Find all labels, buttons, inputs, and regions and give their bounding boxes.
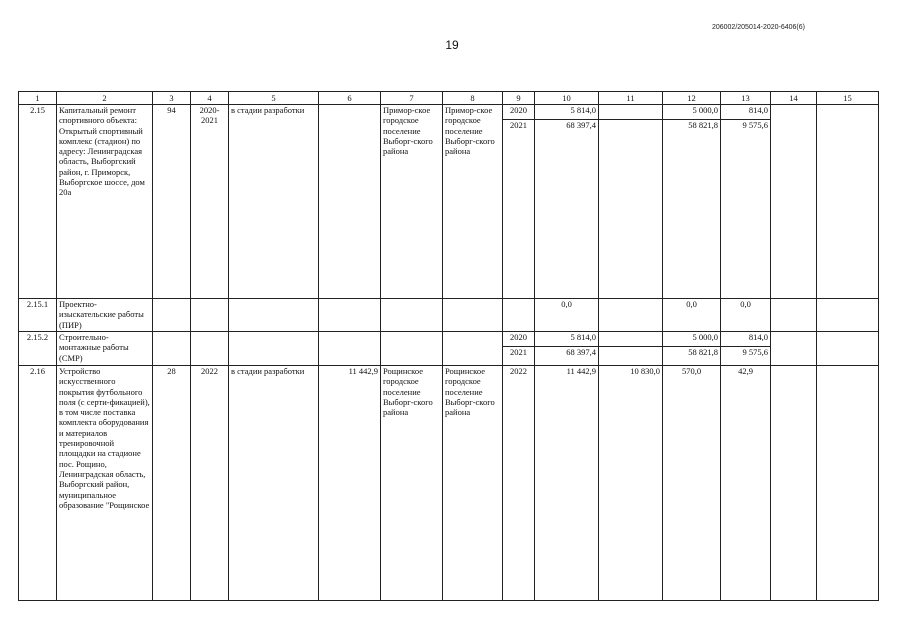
year-cell [503, 105, 535, 299]
federal-cell [599, 105, 663, 299]
year-value: 2021 [503, 119, 534, 132]
amount-value: 58 821,8 [663, 119, 720, 132]
amount-value: 5 000,0 [692, 332, 718, 342]
row-number: 2.15.2 [19, 332, 57, 366]
status-cell: в стадии разработки [229, 105, 319, 299]
empty-cell [817, 105, 879, 299]
customer-cell: Рощинское городское поселение Выборг-ского района [443, 366, 503, 601]
table-row [19, 299, 879, 332]
total-cell: 0,0 [535, 299, 599, 332]
regional-cell: 570,0 [663, 366, 721, 601]
header-cell: 15 [817, 92, 879, 105]
total-cell [535, 332, 599, 366]
empty-cell [153, 332, 191, 366]
header-cell: 10 [535, 92, 599, 105]
local-cell: 42,9 [721, 366, 771, 601]
amount-value: 9 575,6 [721, 346, 770, 359]
header-cell: 6 [319, 92, 381, 105]
regional-cell [663, 332, 721, 366]
header-cell: 12 [663, 92, 721, 105]
empty-cell [443, 299, 503, 332]
header-cell: 2 [57, 92, 153, 105]
local-cell [721, 332, 771, 366]
municipality-cell: Рощинское городское поселение Выборг-ского района [381, 366, 443, 601]
total-cell: 11 442,9 [535, 366, 599, 601]
document-id: 206002/205014-2020-6406(6) [711, 24, 805, 31]
empty-cell [191, 332, 229, 366]
year-value: 2020 [510, 105, 527, 115]
federal-cell: 10 830,0 [599, 366, 663, 601]
amount-value: 68 397,4 [535, 119, 598, 132]
empty-cell [771, 332, 817, 366]
table-row [19, 332, 879, 366]
cell-col3: 28 [153, 366, 191, 601]
header-cell: 3 [153, 92, 191, 105]
header-cell: 5 [229, 92, 319, 105]
header-cell: 7 [381, 92, 443, 105]
empty-cell [771, 299, 817, 332]
empty-cell [817, 366, 879, 601]
header-cell: 11 [599, 92, 663, 105]
status-cell: в стадии разработки [229, 366, 319, 601]
empty-cell [381, 332, 443, 366]
object-name: Капитальный ремонт спортивного объекта: Открытый спортивный комплекс (стадион) по адресу: Ленинградская область, Выборгский район, г. Приморск, Выборгское шоссе, дом 20а [57, 105, 153, 299]
amount-value: 814,0 [748, 332, 768, 342]
table-row [19, 105, 879, 299]
empty-cell [817, 299, 879, 332]
empty-cell [599, 299, 663, 332]
empty-cell [319, 332, 381, 366]
cost-cell [319, 105, 381, 299]
page-number: 19 [445, 38, 459, 52]
local-cell [721, 105, 771, 299]
period-cell: 2022 [191, 366, 229, 601]
municipality-cell: Примор-ское городское поселение Выборг-ского района [381, 105, 443, 299]
amount-value: 814,0 [748, 105, 768, 115]
empty-cell [771, 366, 817, 601]
cost-cell: 11 442,9 [319, 366, 381, 601]
header-cell: 1 [19, 92, 57, 105]
regional-cell [663, 105, 721, 299]
year-cell: 2022 [503, 366, 535, 601]
header-cell: 14 [771, 92, 817, 105]
header-row [19, 92, 879, 105]
header-cell: 8 [443, 92, 503, 105]
amount-value: 58 821,8 [663, 346, 720, 359]
header-cell: 4 [191, 92, 229, 105]
empty-cell [191, 299, 229, 332]
object-name: Устройство искусственного покрытия футбольного поля (с серти-фикацией), в том числе поставка комплекта оборудования и материалов тренировочной площадки на стадионе пос. Рощино, Ленинградская область, Выборгский район, муниципальное образование "Рощинское [57, 366, 153, 601]
header-cell: 9 [503, 92, 535, 105]
year-value: 2020 [510, 332, 527, 342]
row-number: 2.15 [19, 105, 57, 299]
amount-value: 5 000,0 [692, 105, 718, 115]
empty-cell [817, 332, 879, 366]
empty-cell [503, 299, 535, 332]
amount-value: 68 397,4 [535, 346, 598, 359]
empty-cell [443, 332, 503, 366]
work-type: Строительно-монтажные работы (СМР) [57, 332, 153, 366]
period-cell: 2020-2021 [191, 105, 229, 299]
row-number: 2.15.1 [19, 299, 57, 332]
table-row [19, 366, 879, 601]
year-cell [503, 332, 535, 366]
regional-cell: 0,0 [663, 299, 721, 332]
amount-value: 9 575,6 [721, 119, 770, 132]
row-number: 2.16 [19, 366, 57, 601]
cell-col3: 94 [153, 105, 191, 299]
header-cell: 13 [721, 92, 771, 105]
empty-cell [153, 299, 191, 332]
amount-value: 5 814,0 [570, 105, 596, 115]
customer-cell: Примор-ское городское поселение Выборг-ского района [443, 105, 503, 299]
empty-cell [771, 105, 817, 299]
amount-value [601, 105, 660, 118]
program-table [18, 91, 879, 601]
total-cell [535, 105, 599, 299]
empty-cell [381, 299, 443, 332]
empty-cell [229, 332, 319, 366]
local-cell: 0,0 [721, 299, 771, 332]
year-value: 2021 [503, 346, 534, 359]
empty-cell [229, 299, 319, 332]
amount-value: 5 814,0 [570, 332, 596, 342]
amount-value [599, 119, 662, 132]
empty-cell [319, 299, 381, 332]
work-type: Проектно-изыскательские работы (ПИР) [57, 299, 153, 332]
federal-cell [599, 332, 663, 366]
